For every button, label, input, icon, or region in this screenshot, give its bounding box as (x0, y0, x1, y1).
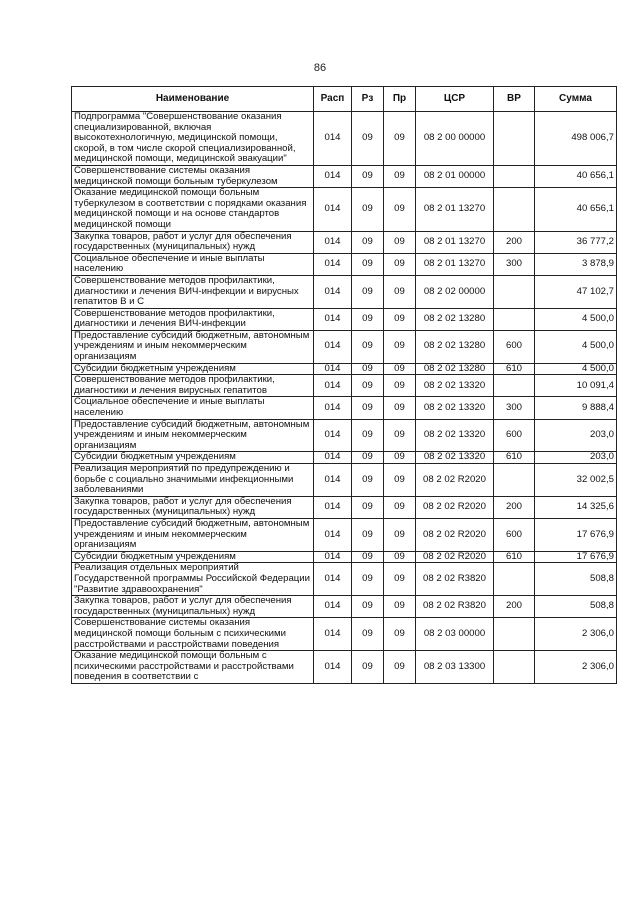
cell-csr: 08 2 02 R2020 (416, 551, 494, 563)
cell-pr: 09 (384, 188, 416, 231)
cell-name: Совершенствование методов профилактики, диагностики и лечения ВИЧ-инфекции (72, 308, 314, 330)
cell-vr: 200 (494, 496, 535, 518)
cell-sum: 4 500,0 (535, 330, 617, 363)
cell-sum: 3 878,9 (535, 253, 617, 275)
cell-vr: 200 (494, 231, 535, 253)
header-vr: ВР (494, 87, 535, 112)
cell-pr: 09 (384, 618, 416, 651)
cell-csr: 08 2 01 13270 (416, 231, 494, 253)
cell-rasp: 014 (314, 308, 352, 330)
header-csr: ЦСР (416, 87, 494, 112)
cell-name: Реализация мероприятий по предупреждению и борьбе с социально значимыми инфекционными заболеваниями (72, 464, 314, 497)
cell-rz: 09 (352, 112, 384, 166)
cell-name: Закупка товаров, работ и услуг для обеспечения государственных (муниципальных) нужд (72, 231, 314, 253)
header-rasp: Расп (314, 87, 352, 112)
cell-pr: 09 (384, 330, 416, 363)
cell-csr: 08 2 02 R2020 (416, 496, 494, 518)
cell-rasp: 014 (314, 452, 352, 464)
cell-csr: 08 2 00 00000 (416, 112, 494, 166)
cell-rasp: 014 (314, 253, 352, 275)
cell-rasp: 014 (314, 596, 352, 618)
cell-pr: 09 (384, 397, 416, 419)
cell-pr: 09 (384, 253, 416, 275)
cell-vr: 300 (494, 253, 535, 275)
cell-pr: 09 (384, 275, 416, 308)
cell-rz: 09 (352, 253, 384, 275)
cell-name: Совершенствование методов профилактики, диагностики и лечения вирусных гепатитов (72, 375, 314, 397)
cell-name: Субсидии бюджетным учреждениям (72, 551, 314, 563)
cell-rz: 09 (352, 464, 384, 497)
cell-name: Совершенствование методов профилактики, диагностики и лечения ВИЧ-инфекции и вирусных гепатитов B и C (72, 275, 314, 308)
cell-pr: 09 (384, 596, 416, 618)
cell-csr: 08 2 02 R3820 (416, 563, 494, 596)
cell-sum: 2 306,0 (535, 618, 617, 651)
cell-pr: 09 (384, 363, 416, 375)
cell-sum: 10 091,4 (535, 375, 617, 397)
cell-rasp: 014 (314, 651, 352, 684)
cell-pr: 09 (384, 452, 416, 464)
table-row (72, 551, 617, 563)
cell-rasp: 014 (314, 397, 352, 419)
cell-sum: 508,8 (535, 563, 617, 596)
cell-name: Социальное обеспечение и иные выплаты населению (72, 253, 314, 275)
cell-csr: 08 2 02 R2020 (416, 464, 494, 497)
cell-rasp: 014 (314, 496, 352, 518)
cell-rasp: 014 (314, 330, 352, 363)
cell-pr: 09 (384, 231, 416, 253)
cell-name: Закупка товаров, работ и услуг для обеспечения государственных (муниципальных) нужд (72, 596, 314, 618)
table-row (72, 563, 617, 596)
cell-name: Субсидии бюджетным учреждениям (72, 363, 314, 375)
table-row (72, 308, 617, 330)
cell-rasp: 014 (314, 231, 352, 253)
cell-sum: 47 102,7 (535, 275, 617, 308)
table-row (72, 165, 617, 187)
cell-rasp: 014 (314, 518, 352, 551)
table-row (72, 253, 617, 275)
cell-name: Предоставление субсидий бюджетным, автономным учреждениям и иным некоммерческим организациям (72, 518, 314, 551)
cell-vr: 600 (494, 419, 535, 452)
cell-csr: 08 2 03 00000 (416, 618, 494, 651)
cell-name: Оказание медицинской помощи больным с психическими расстройствами и расстройствами поведения в соответствии с (72, 651, 314, 684)
cell-rz: 09 (352, 518, 384, 551)
table-row (72, 496, 617, 518)
table-row (72, 452, 617, 464)
cell-vr (494, 563, 535, 596)
cell-pr: 09 (384, 308, 416, 330)
cell-csr: 08 2 02 13320 (416, 419, 494, 452)
cell-csr: 08 2 02 13280 (416, 363, 494, 375)
cell-vr (494, 112, 535, 166)
cell-csr: 08 2 01 00000 (416, 165, 494, 187)
cell-rasp: 014 (314, 563, 352, 596)
cell-vr (494, 464, 535, 497)
table-header-row (72, 87, 617, 112)
cell-csr: 08 2 02 13320 (416, 397, 494, 419)
table-row (72, 188, 617, 231)
cell-pr: 09 (384, 375, 416, 397)
table-row (72, 397, 617, 419)
table-row (72, 596, 617, 618)
cell-csr: 08 2 02 13320 (416, 452, 494, 464)
table-row (72, 618, 617, 651)
cell-rz: 09 (352, 231, 384, 253)
cell-csr: 08 2 03 13300 (416, 651, 494, 684)
cell-vr: 600 (494, 330, 535, 363)
cell-sum: 32 002,5 (535, 464, 617, 497)
cell-vr: 610 (494, 551, 535, 563)
cell-vr (494, 308, 535, 330)
cell-vr (494, 165, 535, 187)
cell-name: Субсидии бюджетным учреждениям (72, 452, 314, 464)
cell-csr: 08 2 02 R2020 (416, 518, 494, 551)
cell-vr: 200 (494, 596, 535, 618)
cell-vr (494, 618, 535, 651)
cell-sum: 17 676,9 (535, 551, 617, 563)
cell-rz: 09 (352, 188, 384, 231)
cell-pr: 09 (384, 165, 416, 187)
cell-sum: 4 500,0 (535, 308, 617, 330)
table-row (72, 330, 617, 363)
cell-sum: 36 777,2 (535, 231, 617, 253)
cell-pr: 09 (384, 651, 416, 684)
cell-csr: 08 2 02 R3820 (416, 596, 494, 618)
cell-rasp: 014 (314, 419, 352, 452)
cell-sum: 40 656,1 (535, 188, 617, 231)
cell-sum: 508,8 (535, 596, 617, 618)
cell-name: Совершенствование системы оказания медицинской помощи больным с психическими расстройствами и расстройствами поведения (72, 618, 314, 651)
cell-name: Закупка товаров, работ и услуг для обеспечения государственных (муниципальных) нужд (72, 496, 314, 518)
table-row (72, 518, 617, 551)
cell-vr (494, 651, 535, 684)
cell-sum: 9 888,4 (535, 397, 617, 419)
cell-pr: 09 (384, 112, 416, 166)
cell-vr (494, 275, 535, 308)
cell-vr: 300 (494, 397, 535, 419)
cell-sum: 203,0 (535, 452, 617, 464)
cell-rz: 09 (352, 363, 384, 375)
table-row (72, 112, 617, 166)
cell-csr: 08 2 02 13280 (416, 330, 494, 363)
cell-name: Совершенствование системы оказания медицинской помощи больным туберкулезом (72, 165, 314, 187)
table-row (72, 464, 617, 497)
cell-rz: 09 (352, 452, 384, 464)
cell-rz: 09 (352, 563, 384, 596)
cell-rasp: 014 (314, 464, 352, 497)
table-row (72, 651, 617, 684)
cell-sum: 498 006,7 (535, 112, 617, 166)
cell-rz: 09 (352, 651, 384, 684)
cell-pr: 09 (384, 551, 416, 563)
cell-name: Социальное обеспечение и иные выплаты населению (72, 397, 314, 419)
cell-pr: 09 (384, 563, 416, 596)
cell-csr: 08 2 02 13320 (416, 375, 494, 397)
cell-name: Оказание медицинской помощи больным туберкулезом в соответствии с порядками оказания медицинской помощи и на основе стандартов медицинской помощи (72, 188, 314, 231)
cell-vr: 610 (494, 363, 535, 375)
cell-pr: 09 (384, 496, 416, 518)
cell-csr: 08 2 01 13270 (416, 188, 494, 231)
cell-rz: 09 (352, 330, 384, 363)
cell-sum: 40 656,1 (535, 165, 617, 187)
header-sum: Сумма (535, 87, 617, 112)
header-rz: Рз (352, 87, 384, 112)
cell-sum: 17 676,9 (535, 518, 617, 551)
cell-name: Подпрограмма "Совершенствование оказания специализированной, включая высокотехнологичную, медицинской помощи, скорой, в том числе скорой специализированной, медицинской помощи, медицинской эвакуации" (72, 112, 314, 166)
cell-rasp: 014 (314, 188, 352, 231)
cell-rz: 09 (352, 275, 384, 308)
cell-name: Реализация отдельных мероприятий Государственной программы Российской Федерации "Развитие здравоохранения" (72, 563, 314, 596)
cell-vr: 600 (494, 518, 535, 551)
cell-rasp: 014 (314, 375, 352, 397)
cell-rz: 09 (352, 596, 384, 618)
table-row (72, 275, 617, 308)
cell-sum: 14 325,6 (535, 496, 617, 518)
cell-rasp: 014 (314, 551, 352, 563)
cell-rz: 09 (352, 496, 384, 518)
cell-csr: 08 2 02 13280 (416, 308, 494, 330)
table-row (72, 375, 617, 397)
cell-rasp: 014 (314, 275, 352, 308)
cell-rz: 09 (352, 397, 384, 419)
cell-pr: 09 (384, 464, 416, 497)
cell-vr (494, 375, 535, 397)
cell-rasp: 014 (314, 112, 352, 166)
cell-rz: 09 (352, 551, 384, 563)
cell-pr: 09 (384, 419, 416, 452)
cell-rasp: 014 (314, 618, 352, 651)
table-row (72, 419, 617, 452)
budget-table (71, 86, 617, 684)
cell-sum: 2 306,0 (535, 651, 617, 684)
cell-vr: 610 (494, 452, 535, 464)
cell-vr (494, 188, 535, 231)
header-pr: Пр (384, 87, 416, 112)
cell-rz: 09 (352, 618, 384, 651)
cell-rz: 09 (352, 419, 384, 452)
cell-csr: 08 2 02 00000 (416, 275, 494, 308)
cell-sum: 4 500,0 (535, 363, 617, 375)
cell-name: Предоставление субсидий бюджетным, автономным учреждениям и иным некоммерческим организациям (72, 419, 314, 452)
cell-pr: 09 (384, 518, 416, 551)
cell-rasp: 014 (314, 363, 352, 375)
cell-rz: 09 (352, 375, 384, 397)
cell-name: Предоставление субсидий бюджетным, автономным учреждениям и иным некоммерческим организациям (72, 330, 314, 363)
table-row (72, 231, 617, 253)
cell-rz: 09 (352, 308, 384, 330)
cell-rz: 09 (352, 165, 384, 187)
table-row (72, 363, 617, 375)
table-body (72, 112, 617, 684)
header-name: Наименование (72, 87, 314, 112)
cell-csr: 08 2 01 13270 (416, 253, 494, 275)
cell-sum: 203,0 (535, 419, 617, 452)
page-number: 86 (313, 62, 327, 74)
cell-rasp: 014 (314, 165, 352, 187)
